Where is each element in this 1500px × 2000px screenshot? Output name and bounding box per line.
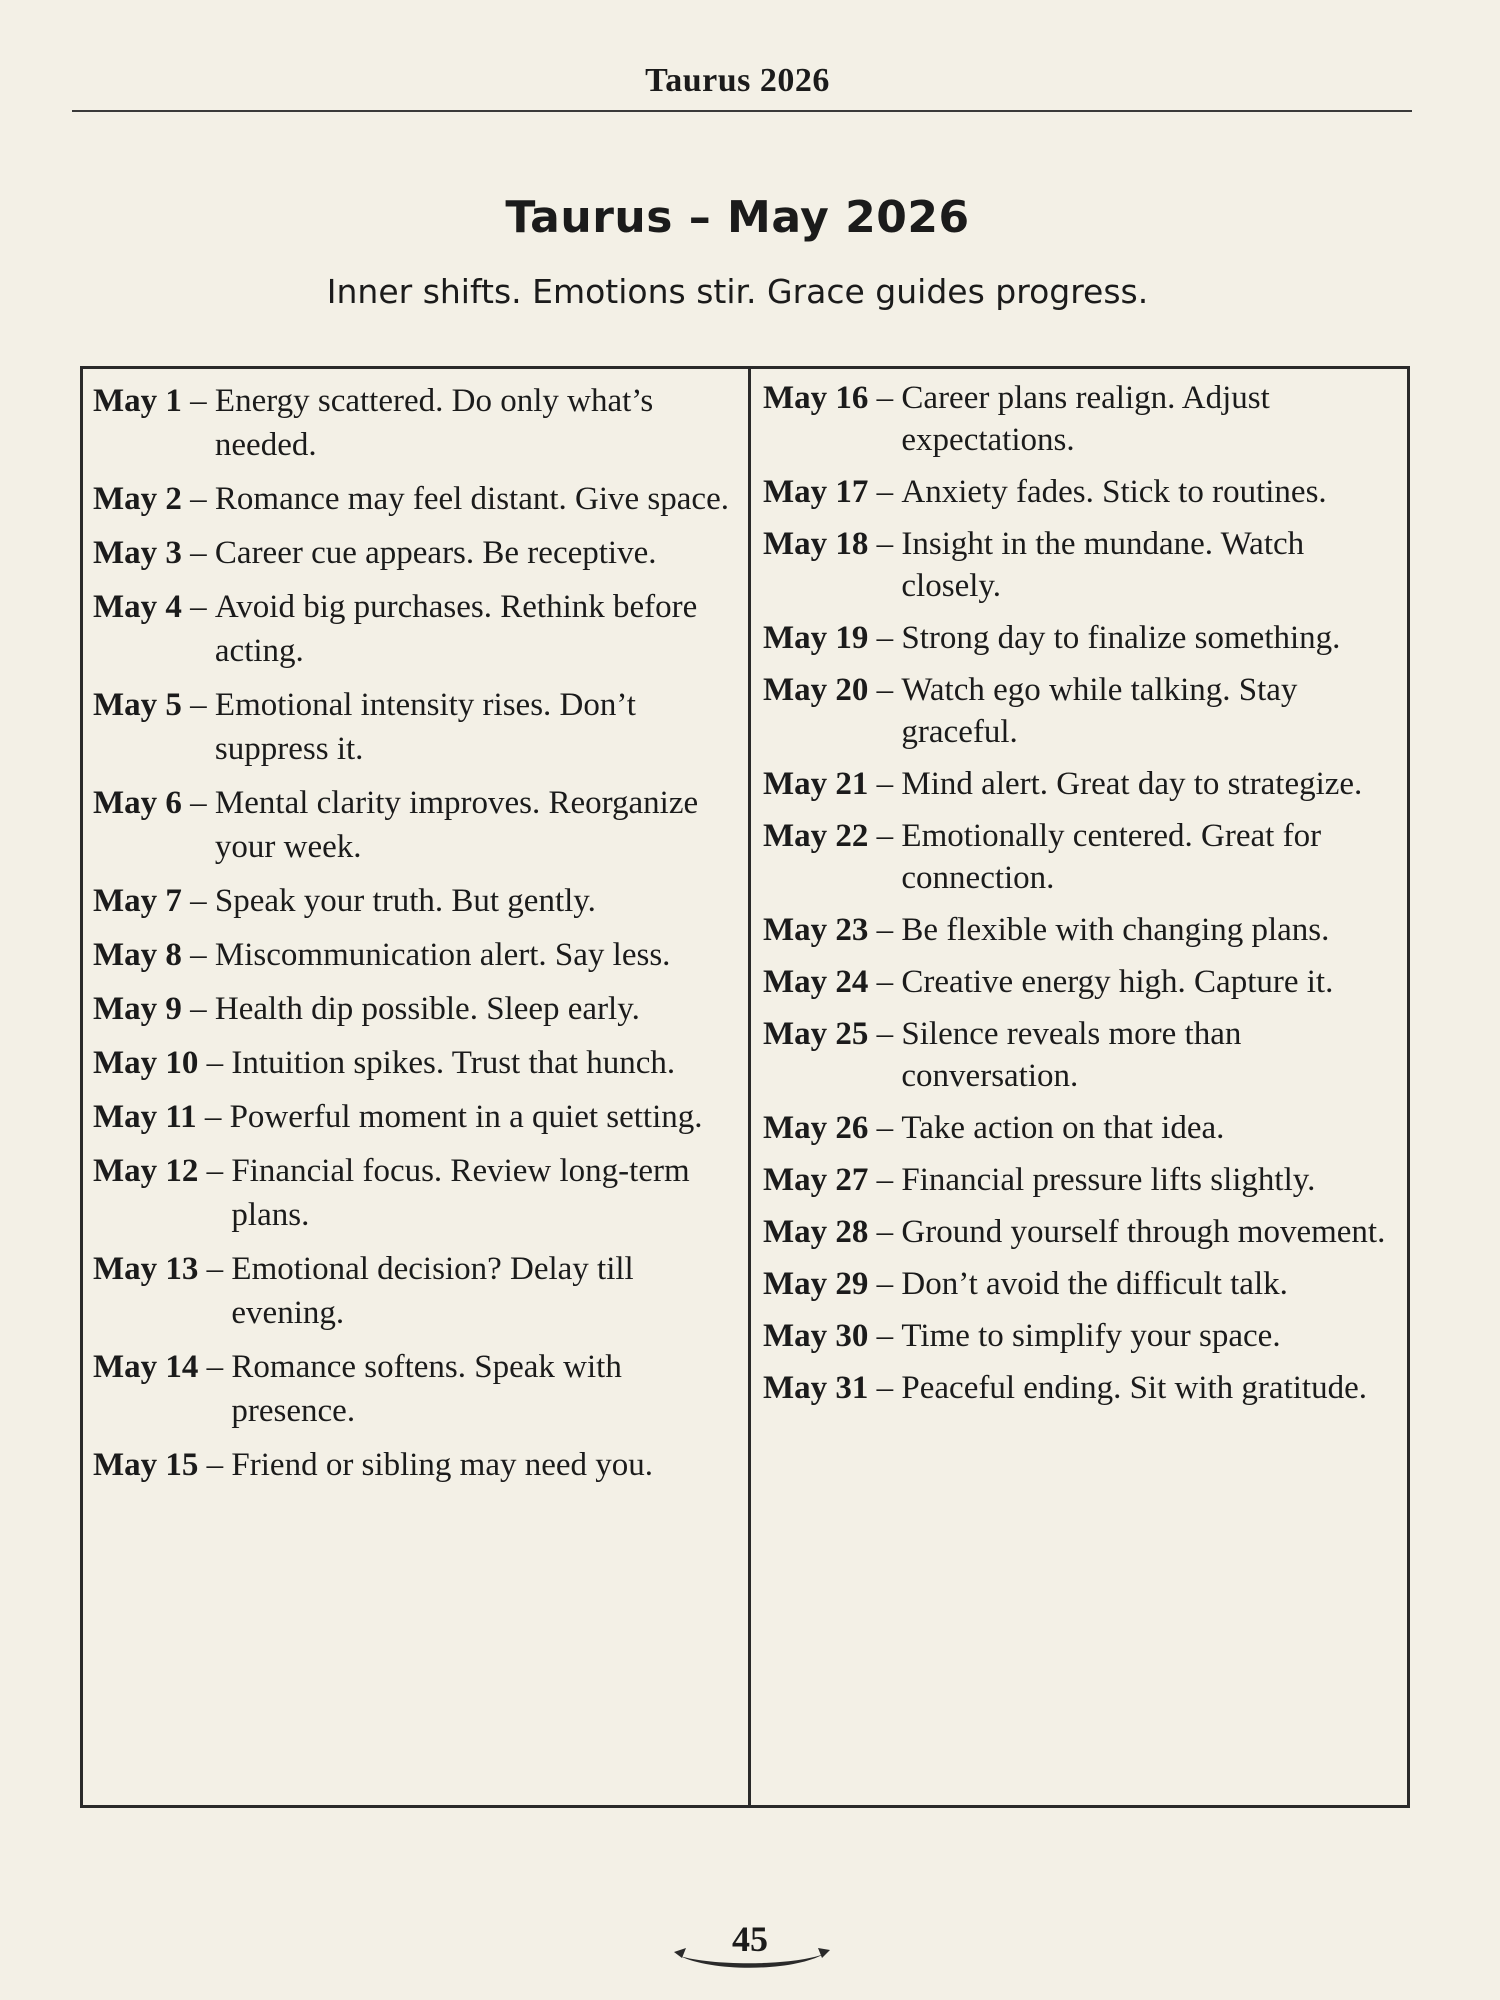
entry-text: Speak your truth. But gently. <box>214 883 596 919</box>
entry-dash: – <box>181 589 215 625</box>
day-entry <box>93 933 740 977</box>
entry-text: Mental clarity improves. Reorganize your week. <box>214 785 699 865</box>
entry-text: Peaceful ending. Sit with gratitude. <box>901 1370 1367 1406</box>
entry-dash: – <box>868 766 902 802</box>
entry-date: May 31 <box>763 1370 869 1406</box>
day-entry <box>93 1095 740 1139</box>
entry-text: Watch ego while talking. Stay graceful. <box>901 672 1298 750</box>
entry-date: May 23 <box>763 912 869 948</box>
entry-text: Financial focus. Review long-term plans. <box>231 1153 690 1233</box>
entry-date: May 27 <box>763 1162 869 1198</box>
day-entry <box>763 1159 1397 1201</box>
entry-dash: – <box>868 526 902 562</box>
entry-date: May 28 <box>763 1214 869 1250</box>
page-number <box>0 1918 1500 1960</box>
entry-date: May 26 <box>763 1110 869 1146</box>
day-entry <box>763 909 1397 951</box>
day-entry <box>93 531 740 575</box>
entry-dash: – <box>868 964 902 1000</box>
day-entry <box>763 815 1397 899</box>
entry-date: May 25 <box>763 1016 869 1052</box>
running-head: Taurus 2026 <box>645 62 830 99</box>
entry-dash: – <box>198 1153 232 1189</box>
header-rule <box>72 110 1412 112</box>
day-entry <box>763 669 1397 753</box>
entry-text: Emotional intensity rises. Don’t suppress it. <box>214 687 636 767</box>
day-entry <box>93 1443 740 1487</box>
day-entry <box>763 1263 1397 1305</box>
day-entry <box>93 379 740 467</box>
day-entry <box>93 683 740 771</box>
day-entry <box>93 987 740 1031</box>
entry-dash: – <box>868 474 902 510</box>
entry-dash: – <box>868 1016 902 1052</box>
entry-date: May 3 <box>93 535 182 571</box>
entry-date: May 5 <box>93 687 182 723</box>
entry-text: Be flexible with changing plans. <box>901 912 1330 948</box>
entry-text: Intuition spikes. Trust that hunch. <box>231 1045 676 1081</box>
entry-text: Powerful moment in a quiet setting. <box>229 1099 703 1135</box>
entry-dash: – <box>868 672 902 708</box>
entry-dash: – <box>181 687 215 723</box>
entry-text: Ground yourself through movement. <box>901 1214 1386 1250</box>
entry-text: Silence reveals more than conversation. <box>901 1016 1242 1094</box>
entry-date: May 19 <box>763 620 869 656</box>
entry-text: Creative energy high. Capture it. <box>901 964 1334 1000</box>
day-entry <box>763 1315 1397 1357</box>
entry-text: Anxiety fades. Stick to routines. <box>901 474 1327 510</box>
entry-dash: – <box>181 481 215 517</box>
day-entry <box>763 523 1397 607</box>
page-title: Taurus – May 2026 <box>505 192 970 243</box>
day-entry <box>93 781 740 869</box>
entry-text: Career plans realign. Adjust expectations. <box>901 380 1270 458</box>
day-entry <box>763 1013 1397 1097</box>
entry-dash: – <box>868 1266 902 1302</box>
day-entry <box>763 961 1397 1003</box>
entry-dash: – <box>181 937 215 973</box>
entry-dash: – <box>181 785 215 821</box>
day-entry <box>763 1367 1397 1409</box>
left-column <box>83 369 751 1805</box>
entry-text: Energy scattered. Do only what’s needed. <box>214 383 654 463</box>
entry-dash: – <box>868 1370 902 1406</box>
day-entry <box>93 1149 740 1237</box>
entry-dash: – <box>181 991 215 1027</box>
day-entry <box>93 477 740 521</box>
entry-date: May 20 <box>763 672 869 708</box>
entry-text: Take action on that idea. <box>901 1110 1225 1146</box>
entry-dash: – <box>196 1099 230 1135</box>
right-column <box>751 369 1407 1805</box>
page-number-text: 45 <box>732 1919 768 1959</box>
entry-dash: – <box>868 1214 902 1250</box>
day-entry <box>93 1247 740 1335</box>
entry-date: May 1 <box>93 383 182 419</box>
day-entry <box>763 377 1397 461</box>
entry-text: Romance softens. Speak with presence. <box>231 1349 622 1429</box>
day-entry <box>93 585 740 673</box>
entry-date: May 9 <box>93 991 182 1027</box>
entry-text: Miscommunication alert. Say less. <box>214 937 671 973</box>
entry-text: Mind alert. Great day to strategize. <box>901 766 1363 802</box>
day-entry <box>763 763 1397 805</box>
entry-date: May 4 <box>93 589 182 625</box>
entry-dash: – <box>868 380 902 416</box>
day-entry <box>763 617 1397 659</box>
day-entry <box>93 879 740 923</box>
entry-text: Strong day to finalize something. <box>901 620 1341 656</box>
entry-dash: – <box>181 883 215 919</box>
entry-dash: – <box>198 1447 232 1483</box>
entry-date: May 24 <box>763 964 869 1000</box>
entry-date: May 16 <box>763 380 869 416</box>
entry-date: May 18 <box>763 526 869 562</box>
day-entry <box>93 1345 740 1433</box>
entry-date: May 6 <box>93 785 182 821</box>
entry-text: Insight in the mundane. Watch closely. <box>901 526 1305 604</box>
entry-date: May 15 <box>93 1447 199 1483</box>
day-entry <box>763 471 1397 513</box>
entry-date: May 7 <box>93 883 182 919</box>
entry-dash: – <box>198 1045 232 1081</box>
entry-dash: – <box>868 620 902 656</box>
entry-date: May 22 <box>763 818 869 854</box>
entry-dash: – <box>868 912 902 948</box>
entry-date: May 29 <box>763 1266 869 1302</box>
day-entry <box>763 1107 1397 1149</box>
entry-date: May 8 <box>93 937 182 973</box>
entry-dash: – <box>198 1251 232 1287</box>
entry-text: Friend or sibling may need you. <box>231 1447 654 1483</box>
entry-text: Time to simplify your space. <box>901 1318 1281 1354</box>
entry-text: Career cue appears. Be receptive. <box>214 535 657 571</box>
entry-date: May 10 <box>93 1045 199 1081</box>
entry-date: May 12 <box>93 1153 199 1189</box>
entry-date: May 21 <box>763 766 869 802</box>
entry-text: Don’t avoid the difficult talk. <box>901 1266 1288 1302</box>
forecast-table <box>80 366 1410 1808</box>
entry-text: Financial pressure lifts slightly. <box>901 1162 1316 1198</box>
page-subtitle: Inner shifts. Emotions stir. Grace guides progress. <box>326 272 1149 311</box>
entry-date: May 11 <box>93 1099 197 1135</box>
day-entry <box>93 1041 740 1085</box>
entry-dash: – <box>181 383 215 419</box>
entry-text: Emotional decision? Delay till evening. <box>231 1251 634 1331</box>
day-entry <box>763 1211 1397 1253</box>
entry-date: May 17 <box>763 474 869 510</box>
entry-text: Emotionally centered. Great for connection. <box>901 818 1322 896</box>
entry-dash: – <box>868 1162 902 1198</box>
entry-dash: – <box>868 1318 902 1354</box>
entry-dash: – <box>868 1110 902 1146</box>
entry-text: Health dip possible. Sleep early. <box>214 991 640 1027</box>
entry-dash: – <box>181 535 215 571</box>
entry-dash: – <box>198 1349 232 1385</box>
entry-dash: – <box>868 818 902 854</box>
entry-date: May 2 <box>93 481 182 517</box>
entry-text: Avoid big purchases. Rethink before acting. <box>214 589 698 669</box>
entry-text: Romance may feel distant. Give space. <box>214 481 729 517</box>
entry-date: May 13 <box>93 1251 199 1287</box>
entry-date: May 14 <box>93 1349 199 1385</box>
entry-date: May 30 <box>763 1318 869 1354</box>
